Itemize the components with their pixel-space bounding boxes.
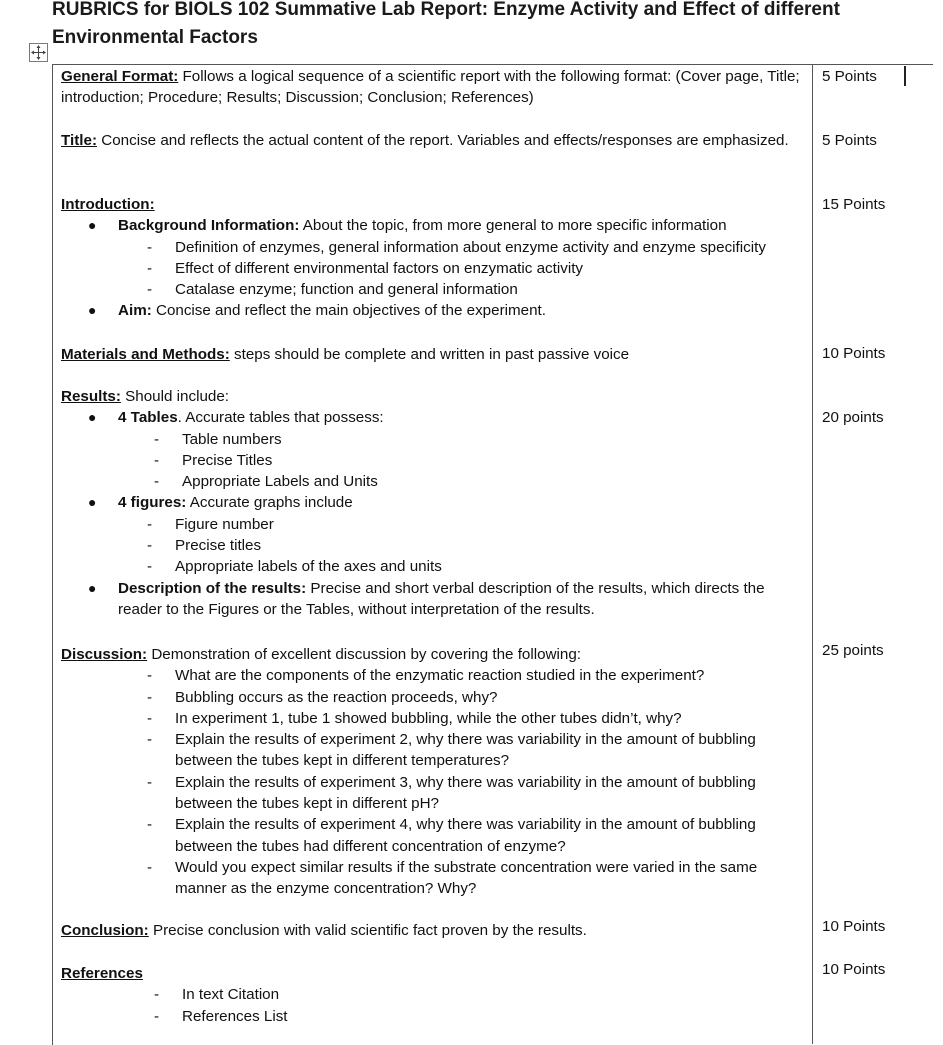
title-text: Concise and reflects the actual content of the report. Variables and effects/responses are emphasized. [97, 132, 789, 149]
discussion-sub-item: Explain the results of experiment 3, why there was variability in the amount of bubbling between the tubes kept in different pH? [175, 773, 756, 813]
materials-points: 10 Points [822, 345, 886, 362]
discussion-sub-item: Bubbling occurs as the reaction proceeds, why? [175, 688, 498, 706]
table-sub-item: Precise Titles [182, 451, 273, 469]
introduction-points: 15 Points [822, 196, 886, 213]
list-item: - Explain the results of experiment 4, why there was variability in the amount of bubbling between the tubes had different concentration of enzyme? [147, 816, 756, 855]
list-item: - Definition of enzymes, general information about enzyme activity and enzyme specificity [147, 238, 766, 256]
list-item: - Would you expect similar results if the substrate concentration were varied in the same manner as the enzyme concentration? Why? [147, 858, 758, 898]
tables-label: 4 Tables [118, 409, 178, 427]
references-heading: References [61, 965, 143, 982]
discussion-sub-item: Explain the results of experiment 4, why there was variability in the amount of bubbling between the tubes had different concentration of enzyme? [175, 816, 756, 855]
list-item: ● Background Information: About the topic, from more general to more specific information [88, 217, 727, 235]
column-divider [812, 64, 813, 1044]
list-item: - Table numbers [154, 430, 282, 448]
materials-heading: Materials and Methods: [61, 346, 230, 363]
general-format-cell [61, 66, 806, 109]
background-info-label: Background Information: [118, 217, 300, 235]
list-item: ● Description of the results: Precise and short verbal description of the results, which directs the reader to the Figures or the Tables, without interpretation of the results. [88, 579, 765, 618]
title-heading: Title: [61, 132, 98, 149]
figures-label: 4 figures: [118, 494, 187, 512]
title-cell [61, 130, 806, 151]
background-info-text: About the topic, from more general to more specific information [299, 217, 727, 235]
title-points: 5 Points [822, 132, 877, 149]
materials-text: steps should be complete and written in past passive voice [229, 346, 630, 363]
materials-cell [61, 344, 806, 365]
description-text: Precise and short verbal description of the results, which directs the reader to the Figures or the Tables, without interpretation of the results. [118, 579, 765, 618]
text-cursor [904, 66, 906, 86]
results-cell [61, 386, 806, 620]
conclusion-heading: Conclusion: [61, 922, 149, 939]
aim-label: Aim: [118, 302, 152, 320]
discussion-sub-item: Would you expect similar results if the substrate concentration were varied in the same manner as the enzyme concentration? Why? [175, 858, 758, 898]
intro-sub-item: Catalase enzyme; function and general information [175, 281, 518, 299]
conclusion-text: Precise conclusion with valid scientific fact proven by the results. [148, 922, 587, 939]
list-item: ● 4 figures: Accurate graphs include [88, 494, 353, 512]
references-sub-item: In text Citation [182, 986, 280, 1004]
introduction-heading: Introduction: [61, 196, 155, 213]
results-text: Should include: [120, 388, 229, 405]
discussion-cell [61, 644, 806, 900]
figure-sub-item: Appropriate labels of the axes and units [175, 558, 442, 576]
intro-sub-item: Effect of different environmental factors on enzymatic activity [175, 259, 584, 277]
discussion-text: Demonstration of excellent discussion by covering the following: [147, 646, 582, 663]
introduction-cell [61, 194, 806, 322]
table-sub-item: Appropriate Labels and Units [182, 473, 378, 491]
list-item: - Explain the results of experiment 2, why there was variability in the amount of bubbling between the tubes kept in different temperatures? [147, 731, 756, 770]
results-points: 20 points [822, 409, 884, 426]
list-item: - Effect of different environmental factors on enzymatic activity [147, 259, 584, 277]
list-item: - Bubbling occurs as the reaction proceeds, why? [147, 688, 498, 706]
discussion-heading: Discussion: [61, 646, 148, 663]
general-format-text: Follows a logical sequence of a scientific report with the following format: (Cover page, Title; introduction; Procedure; Results; Discussion; Conclusion; References) [61, 68, 800, 107]
results-heading: Results: [61, 388, 121, 405]
list-item: - Figure number [147, 515, 274, 533]
aim-text: Concise and reflect the main objectives of the experiment. [151, 302, 546, 320]
discussion-sub-item: What are the components of the enzymatic reaction studied in the experiment? [175, 667, 705, 685]
list-item: - In experiment 1, tube 1 showed bubbling, while the other tubes didn’t, why? [147, 709, 682, 727]
discussion-sub-item: In experiment 1, tube 1 showed bubbling, while the other tubes didn’t, why? [175, 709, 682, 727]
list-item: ● 4 Tables. Accurate tables that possess: [88, 409, 384, 427]
discussion-sub-item: Explain the results of experiment 2, why there was variability in the amount of bubbling between the tubes kept in different temperatures? [175, 731, 756, 770]
description-label: Description of the results: [118, 579, 307, 597]
list-item: - In text Citation [154, 986, 280, 1004]
list-item: - Catalase enzyme; function and general information [147, 281, 518, 299]
list-item: - Appropriate Labels and Units [154, 473, 378, 491]
list-item: - References List [154, 1007, 288, 1025]
table-move-handle-icon[interactable] [29, 43, 48, 62]
list-item: - What are the components of the enzymatic reaction studied in the experiment? [147, 667, 705, 685]
list-item: - Precise Titles [154, 451, 273, 469]
references-cell [61, 963, 806, 1027]
references-points: 10 Points [822, 961, 886, 978]
tables-text: . Accurate tables that possess: [177, 409, 384, 427]
list-item: - Explain the results of experiment 3, why there was variability in the amount of bubbling between the tubes kept in different pH? [147, 773, 756, 813]
conclusion-points: 10 Points [822, 918, 886, 935]
figure-sub-item: Figure number [175, 515, 274, 533]
discussion-points: 25 points [822, 642, 884, 659]
list-item: - Precise titles [147, 537, 262, 555]
table-sub-item: Table numbers [182, 430, 282, 448]
list-item: ● Aim: Concise and reflect the main objectives of the experiment. [88, 302, 546, 320]
figure-sub-item: Precise titles [175, 537, 262, 555]
document-title: RUBRICS for BIOLS 102 Summative Lab Report: Enzyme Activity and Effect of different Environmental Factors [52, 0, 840, 48]
intro-sub-item: Definition of enzymes, general information about enzyme activity and enzyme specificity [175, 238, 766, 256]
general-format-heading: General Format: [61, 68, 179, 85]
references-sub-item: References List [182, 1007, 288, 1025]
conclusion-cell [61, 920, 806, 941]
figures-text: Accurate graphs include [186, 494, 353, 512]
general-format-points: 5 Points [822, 68, 877, 85]
list-item: - Appropriate labels of the axes and units [147, 558, 442, 576]
